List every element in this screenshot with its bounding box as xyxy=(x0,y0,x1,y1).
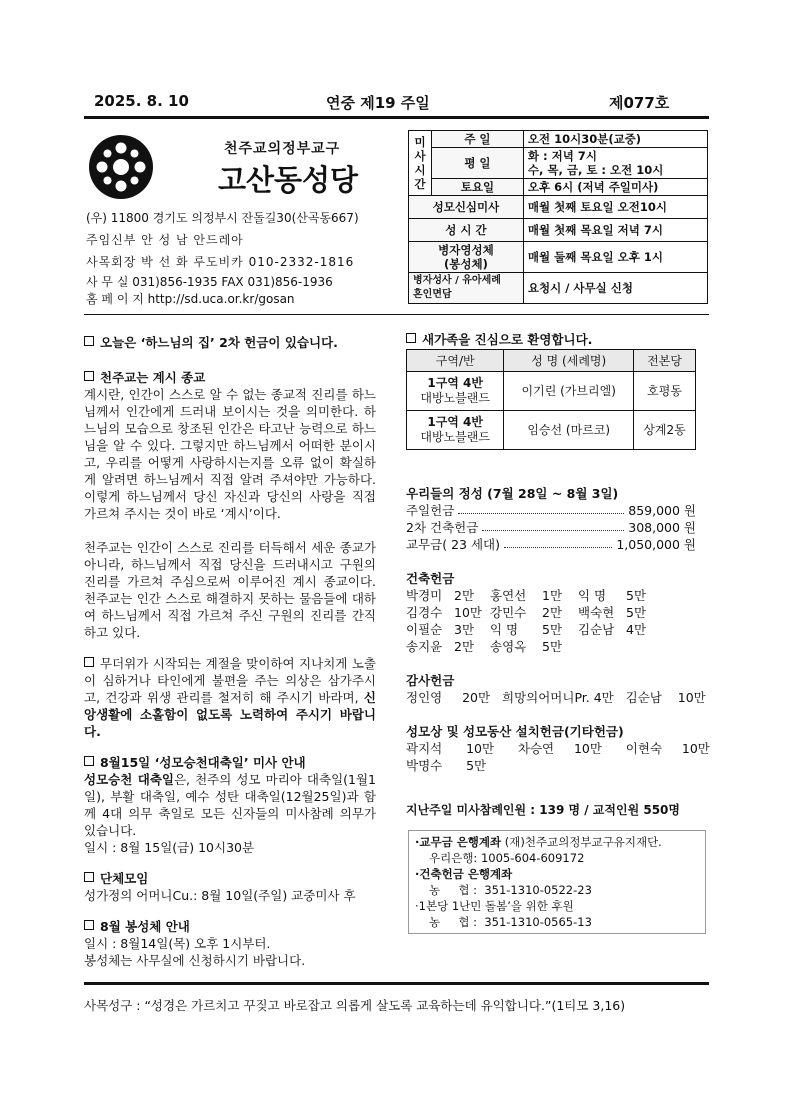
donor-name: 익 명 xyxy=(578,588,607,603)
liturgical-week: 연중 제19 주일 xyxy=(326,94,430,112)
offering-label: 주일헌금 xyxy=(406,503,455,518)
bank-line-text: (재)천주교의정부교구유지재단. xyxy=(501,835,662,849)
checkbox-bullet-icon xyxy=(406,333,416,343)
donor-amount: 10만 xyxy=(454,605,482,620)
donor-name: 송영옥 xyxy=(490,639,527,654)
notice-text: 오늘은 ‘하느님의 집’ 2차 헌금이 있습니다. xyxy=(100,335,338,350)
donor-name: 송지윤 xyxy=(406,639,443,654)
schedule-value xyxy=(523,148,707,179)
offering-amount: 308,000 원 xyxy=(628,520,696,535)
checkbox-bullet-icon xyxy=(84,336,94,346)
donor-name: 강민수 xyxy=(490,605,527,620)
area-text: 1구역 4반 xyxy=(427,376,483,390)
revelation-paragraph-2: 천주교는 인간이 스스로 진리를 터득해서 세운 종교가 아니라, 하느님께서 직접 당신을 드러내시고 구원의 진리를 가르쳐 주심으로써 이루어진 계시 종교이다. 천주교는 인간 스스로 해결하지 못하는 물음들에 대하여 하느님께서 직접 가르쳐 주신 구원의 진리를 간직하고 있다. xyxy=(84,540,376,640)
schedule-value: 매월 첫째 토요일 오전10시 xyxy=(523,196,707,219)
bulletin-date: 2025. 8. 10 xyxy=(94,92,189,110)
section-title-text: 천주교는 계시 종교 xyxy=(100,370,206,385)
donor-name: 김경수 xyxy=(406,605,443,620)
church-address: (우) 11800 경기도 의정부시 잔돌길30(산곡동667) xyxy=(86,211,359,225)
table-row xyxy=(409,179,708,196)
group-meeting-text: 성가정의 어머니Cu.: 8월 10일(주일) 교중미사 후 xyxy=(84,888,356,903)
schedule-key: 토요일 xyxy=(432,179,524,196)
assumption-date: 일시 : 8월 15일(금) 10시30분 xyxy=(84,840,255,855)
key-line2: 혼인면담 xyxy=(413,289,452,300)
donor-name: 김순남 xyxy=(578,622,615,637)
notice-second-collection xyxy=(84,334,376,351)
summer-notice-emphasis: 신앙생활에 소홀함이 없도록 노력하여 주시기 바랍니다. xyxy=(84,690,376,739)
donor-amount: 5만 xyxy=(542,622,563,637)
summer-notice xyxy=(84,655,376,740)
summer-notice-text: 무더위가 시작되는 계절을 맞이하여 지나치게 노출이 심하거나 타인에게 불편을 주는 의상은 삼가주시고, 건강과 위생 관리를 철저히 해 주시기 바라며, xyxy=(84,656,376,705)
table-row xyxy=(409,242,708,273)
assumption-paragraph xyxy=(84,771,376,839)
table-row xyxy=(409,196,708,219)
donor-amount: 2만 xyxy=(454,588,475,603)
schedule-value: 매월 첫째 목요일 저녁 7시 xyxy=(523,219,707,242)
pastor-info: 주임신부 안 성 남 안드레아 xyxy=(86,233,244,247)
new-family-title xyxy=(406,331,592,348)
other-offering-line: 곽지석 10만 차승연 10만 이현숙 10만 xyxy=(406,741,710,756)
schedule-value: 오전 10시30분(교중) xyxy=(523,131,707,148)
dot-leader xyxy=(482,519,624,531)
section-title xyxy=(84,918,376,935)
schedule-value: 요청시 / 사무실 신청 xyxy=(523,273,707,304)
schedule-key xyxy=(409,242,524,273)
president-info: 사목회장 박 선 화 루도비카 010-2332-1816 xyxy=(86,255,355,269)
parish-cell: 상계2동 xyxy=(634,411,696,450)
bank-line xyxy=(415,834,699,850)
left-column xyxy=(84,334,376,969)
donor-name: 익 명 xyxy=(490,622,519,637)
key-line1: 병자성사 / 유아세례 xyxy=(413,275,501,286)
bank-account-number: 농 협 : 351-1310-0522-23 xyxy=(429,883,592,897)
section-title xyxy=(84,870,376,887)
checkbox-bullet-icon xyxy=(84,920,94,930)
assumption-text: 은, 천주의 성모 마리아 대축일(1월1일), 부활 대축일, 예수 성탄 대축일(12월25일)과 함께 4대 의무 축일로 모든 신자들의 미사참례 의무가 있습니다. xyxy=(84,772,376,838)
offering-label: 2차 건축헌금 xyxy=(406,520,479,535)
bank-line-text: ·1본당 1난민 돌봄’을 위한 후원 xyxy=(415,899,574,913)
revelation-paragraph-1: 계시란, 인간이 스스로 알 수 없는 종교적 진리를 하느님께서 인간에게 드러내 보이시는 것을 의미한다. 하느님의 모습으로 창조된 인간은 타고난 능력으로 하느님을 알 수 있다. 그렇지만 하느님께서 어떠한 분이시고, 우리를 어떻게 사랑하시는지를 오류 없이 확실하게 알려면 하느님께서 직접 알려 주셔야만 가능하다. 이렇게 하느님께서 당신 자신과 당신의 사랑을 직접 가르쳐 주시는 것이 바로 ‘계시’이다. xyxy=(84,387,376,521)
attendance-count: 지난주일 미사참례인원 : 139 명 / 교적인원 550명 xyxy=(406,803,680,817)
column-header: 구역/반 xyxy=(407,350,504,372)
church-logo-icon xyxy=(88,134,154,200)
checkbox-bullet-icon xyxy=(84,657,94,667)
section-title xyxy=(84,369,376,386)
schedule-key: 평 일 xyxy=(432,148,524,179)
diocese-name: 천주교의정부교구 xyxy=(224,141,341,157)
schedule-value: 매월 둘째 목요일 오후 1시 xyxy=(523,242,707,273)
bottom-rule xyxy=(84,982,709,985)
area-sub: 대방노블랜드 xyxy=(420,430,490,444)
top-rule xyxy=(84,116,709,119)
parish-cell: 호평동 xyxy=(634,372,696,411)
schedule-key: 성 시 간 xyxy=(409,219,524,242)
table-row xyxy=(409,148,708,179)
donor-name: 홍연선 xyxy=(490,588,527,603)
section-title-text: 단체모임 xyxy=(100,871,149,886)
bank-account-number: 우리은행: 1005-604-609172 xyxy=(429,851,585,865)
offering-amount: 1,050,000 원 xyxy=(616,537,696,552)
section-title xyxy=(84,754,376,771)
mass-schedule-table xyxy=(408,130,708,304)
office-phone: 사 무 실 031)856-1935 FAX 031)856-1936 xyxy=(86,275,333,289)
new-family-table xyxy=(406,349,696,450)
table-row xyxy=(409,131,708,148)
schedule-value: 오후 6시 (저녁 주일미사) xyxy=(523,179,707,196)
bank-account-number: 농 협 : 351-1310-0565-13 xyxy=(429,915,592,929)
donor-amount: 5만 xyxy=(626,605,647,620)
column-header: 전본당 xyxy=(634,350,696,372)
donor-amount: 2만 xyxy=(542,605,563,620)
offerings-title: 우리들의 정성 (7월 28일 ~ 8월 3일) xyxy=(406,486,619,501)
thanks-offering-title: 감사헌금 xyxy=(406,673,455,688)
weekday-others: 수, 목, 금, 토 : 오전 10시 xyxy=(527,163,664,177)
checkbox-bullet-icon xyxy=(84,872,94,882)
building-fund-grid xyxy=(406,587,696,655)
building-fund-title: 건축헌금 xyxy=(406,571,455,586)
new-family-title-text: 새가족을 진심으로 환영합니다. xyxy=(422,332,593,347)
dot-leader xyxy=(458,502,624,514)
key-line1: 병자영성체 xyxy=(438,243,494,257)
table-row xyxy=(409,219,708,242)
bank-account-box xyxy=(408,830,706,934)
table-row xyxy=(407,411,696,450)
homepage-link[interactable]: 홈 페 이 지 http://sd.uca.or.kr/gosan xyxy=(86,292,295,306)
other-offering-title: 성모상 및 성모동산 설치헌금(기타헌금) xyxy=(406,724,624,739)
donor-name: 백숙현 xyxy=(578,605,615,620)
donor-amount: 5만 xyxy=(542,639,563,654)
area-text: 1구역 4반 xyxy=(427,415,483,429)
donor-name: 박경미 xyxy=(406,588,443,603)
checkbox-bullet-icon xyxy=(84,371,94,381)
donor-amount xyxy=(626,638,662,655)
offering-amount: 859,000 원 xyxy=(628,503,696,518)
checkbox-bullet-icon xyxy=(84,756,94,766)
communion-note: 봉성체는 사무실에 신청하시기 바랍니다. xyxy=(84,953,306,968)
issue-number: 제077호 xyxy=(609,94,670,112)
key-line2: (봉성체) xyxy=(444,257,488,271)
table-header-row xyxy=(407,350,696,372)
donor-amount: 4만 xyxy=(626,622,647,637)
bank-line-title: ·건축헌금 은행계좌 xyxy=(415,867,513,881)
bank-line-title: ·교무금 은행계좌 xyxy=(415,835,502,849)
offering-label: 교무금( 23 세대) xyxy=(406,537,500,552)
area-cell xyxy=(407,372,504,411)
schedule-key: 주 일 xyxy=(432,131,524,148)
weekday-tue: 화 : 저녁 7시 xyxy=(527,149,597,163)
pastoral-verse: 사목성구 : “성경은 가르치고 꾸짖고 바로잡고 의롭게 살도록 교육하는데 유익합니다.”(1티모 3,16) xyxy=(84,998,626,1013)
thanks-offering-line: 정인영 20만 희망의어머니Pr. 4만 김순남 10만 xyxy=(406,690,706,705)
other-offering-line: 박명수 5만 xyxy=(406,758,487,773)
schedule-key xyxy=(409,273,524,304)
table-row xyxy=(407,372,696,411)
area-cell xyxy=(407,411,504,450)
church-name: 고산동성당 xyxy=(218,163,359,197)
dot-leader xyxy=(504,536,612,548)
offering-row xyxy=(406,519,696,536)
section-title-text: 8월15일 ‘성모승천대축일’ 미사 안내 xyxy=(100,755,306,770)
donor-amount: 2만 xyxy=(454,639,475,654)
table-row xyxy=(409,273,708,304)
donor-name xyxy=(578,638,626,655)
communion-date: 일시 : 8월14일(목) 오후 1시부터. xyxy=(84,936,271,951)
offerings-section xyxy=(406,485,710,819)
offering-row xyxy=(406,536,696,553)
donor-amount: 1만 xyxy=(542,588,563,603)
offering-row xyxy=(406,502,696,519)
donor-amount: 5만 xyxy=(626,588,647,603)
mass-time-label: 미 사 시 간 xyxy=(409,131,432,196)
header-divider xyxy=(84,314,709,315)
donor-name: 이필순 xyxy=(406,622,443,637)
schedule-key: 성모신심미사 xyxy=(409,196,524,219)
name-cell: 임승선 (마르코) xyxy=(504,411,634,450)
area-sub: 대방노블랜드 xyxy=(420,391,490,405)
assumption-bold: 성모승천 대축일 xyxy=(84,772,174,787)
column-header: 성 명 (세례명) xyxy=(504,350,634,372)
section-title-text: 8월 봉성체 안내 xyxy=(100,919,190,934)
donor-amount: 3만 xyxy=(454,622,475,637)
name-cell: 이기린 (가브리엘) xyxy=(504,372,634,411)
